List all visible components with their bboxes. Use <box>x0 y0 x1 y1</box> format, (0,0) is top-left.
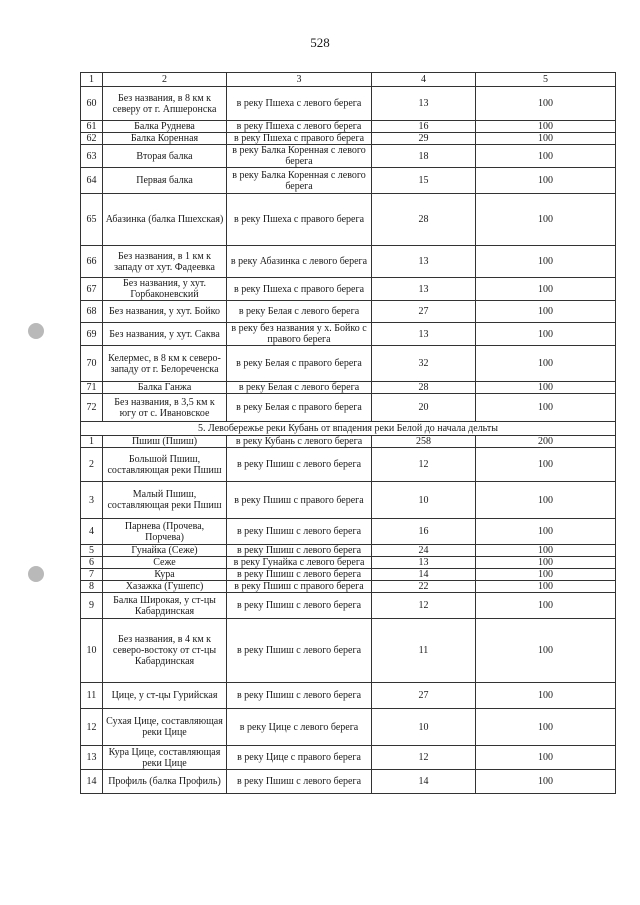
row-number: 1 <box>81 436 103 448</box>
water-body-name: Без названия, в 3,5 км к югу от с. Ивановское <box>103 394 227 422</box>
water-body-name: Сухая Цице, составляющая реки Цице <box>103 709 227 746</box>
row-number: 6 <box>81 557 103 569</box>
river-length: 18 <box>372 145 476 168</box>
water-body-name: Келермес, в 8 км к северо-западу от г. Белореченска <box>103 346 227 382</box>
protection-zone-width: 100 <box>476 593 616 619</box>
row-number: 7 <box>81 569 103 581</box>
water-body-name: Хазажка (Гушепс) <box>103 581 227 593</box>
protection-zone-width: 100 <box>476 569 616 581</box>
outflow-location: в реку Белая с левого берега <box>227 301 372 323</box>
protection-zone-width: 100 <box>476 581 616 593</box>
outflow-location: в реку Пшеха с правого берега <box>227 278 372 301</box>
table-row <box>81 593 616 619</box>
river-length: 13 <box>372 557 476 569</box>
outflow-location: в реку Пшеха с левого берега <box>227 87 372 121</box>
water-body-name: Сеже <box>103 557 227 569</box>
outflow-location: в реку Пшеха с левого берега <box>227 121 372 133</box>
page-number: 528 <box>310 35 330 50</box>
water-body-name: Без названия, у хут. Саква <box>103 323 227 346</box>
table-row <box>81 346 616 382</box>
river-length: 13 <box>372 323 476 346</box>
table-row <box>81 394 616 422</box>
river-length: 28 <box>372 194 476 246</box>
water-body-name: Без названия, в 8 км к северу от г. Апшеронска <box>103 87 227 121</box>
outflow-location: в реку Белая с правого берега <box>227 346 372 382</box>
water-body-name: Гунайка (Сеже) <box>103 545 227 557</box>
table-row <box>81 436 616 448</box>
table-row <box>81 519 616 545</box>
row-number: 5 <box>81 545 103 557</box>
row-number: 13 <box>81 746 103 770</box>
protection-zone-width: 100 <box>476 323 616 346</box>
outflow-location: в реку Абазинка с левого берега <box>227 246 372 278</box>
table-row <box>81 770 616 794</box>
row-number: 10 <box>81 619 103 683</box>
river-length: 10 <box>372 709 476 746</box>
water-body-name: Без названия, у хут. Горбаконевский <box>103 278 227 301</box>
protection-zone-width: 100 <box>476 87 616 121</box>
protection-zone-width: 100 <box>476 619 616 683</box>
outflow-location: в реку Пшиш с правого берега <box>227 482 372 519</box>
water-body-name: Большой Пшиш, составляющая реки Пшиш <box>103 448 227 482</box>
river-length: 12 <box>372 593 476 619</box>
river-length: 20 <box>372 394 476 422</box>
protection-zone-width: 100 <box>476 382 616 394</box>
table-row <box>81 382 616 394</box>
row-number: 12 <box>81 709 103 746</box>
table-row <box>81 278 616 301</box>
protection-zone-width: 100 <box>476 394 616 422</box>
row-number: 67 <box>81 278 103 301</box>
protection-zone-width: 100 <box>476 121 616 133</box>
protection-zone-width: 100 <box>476 168 616 194</box>
outflow-location: в реку Гунайка с левого берега <box>227 557 372 569</box>
row-number: 14 <box>81 770 103 794</box>
header-col-3: 3 <box>227 73 372 87</box>
section-title: 5. Левобережье реки Кубань от впадения реки Белой до начала дельты <box>81 422 616 436</box>
row-number: 60 <box>81 87 103 121</box>
water-body-name: Без названия, у хут. Бойко <box>103 301 227 323</box>
protection-zone-width: 100 <box>476 709 616 746</box>
outflow-location: в реку без названия у х. Бойко с правого берега <box>227 323 372 346</box>
table-row <box>81 709 616 746</box>
river-length: 15 <box>372 168 476 194</box>
row-number: 4 <box>81 519 103 545</box>
header-col-4: 4 <box>372 73 476 87</box>
table-row <box>81 746 616 770</box>
punch-hole-mark <box>28 323 44 339</box>
table-row <box>81 683 616 709</box>
row-number: 70 <box>81 346 103 382</box>
protection-zone-width: 100 <box>476 278 616 301</box>
table-row <box>81 87 616 121</box>
row-number: 68 <box>81 301 103 323</box>
table-header-row <box>81 73 616 87</box>
punch-hole-mark <box>28 566 44 582</box>
river-length: 16 <box>372 121 476 133</box>
water-body-name: Без названия, в 1 км к западу от хут. Фадеевка <box>103 246 227 278</box>
row-number: 63 <box>81 145 103 168</box>
outflow-location: в реку Пшеха с правого берега <box>227 194 372 246</box>
outflow-location: в реку Пшиш с левого берега <box>227 519 372 545</box>
water-body-name: Балка Руднева <box>103 121 227 133</box>
water-body-name: Первая балка <box>103 168 227 194</box>
table-row <box>81 301 616 323</box>
outflow-location: в реку Балка Коренная с левого берега <box>227 168 372 194</box>
river-length: 28 <box>372 382 476 394</box>
water-body-name: Абазинка (балка Пшехская) <box>103 194 227 246</box>
protection-zone-width: 100 <box>476 683 616 709</box>
row-number: 3 <box>81 482 103 519</box>
row-number: 66 <box>81 246 103 278</box>
protection-zone-width: 100 <box>476 770 616 794</box>
river-length: 13 <box>372 278 476 301</box>
row-number: 2 <box>81 448 103 482</box>
river-length: 24 <box>372 545 476 557</box>
table-row <box>81 145 616 168</box>
table-row <box>81 133 616 145</box>
water-body-name: Профиль (балка Профиль) <box>103 770 227 794</box>
water-body-name: Вторая балка <box>103 145 227 168</box>
outflow-location: в реку Белая с правого берега <box>227 394 372 422</box>
table-row <box>81 545 616 557</box>
water-body-name: Балка Коренная <box>103 133 227 145</box>
water-body-name: Цице, у ст-цы Гурийская <box>103 683 227 709</box>
protection-zone-width: 100 <box>476 246 616 278</box>
row-number: 62 <box>81 133 103 145</box>
river-length: 258 <box>372 436 476 448</box>
protection-zone-width: 100 <box>476 557 616 569</box>
outflow-location: в реку Пшиш с левого берега <box>227 683 372 709</box>
protection-zone-width: 100 <box>476 145 616 168</box>
water-body-name: Парнева (Прочева, Порчева) <box>103 519 227 545</box>
table-row <box>81 323 616 346</box>
protection-zone-width: 200 <box>476 436 616 448</box>
protection-zone-width: 100 <box>476 301 616 323</box>
header-col-1: 1 <box>81 73 103 87</box>
water-body-name: Малый Пшиш, составляющая реки Пшиш <box>103 482 227 519</box>
outflow-location: в реку Пшиш с левого берега <box>227 448 372 482</box>
table-row <box>81 246 616 278</box>
outflow-location: в реку Пшиш с левого берега <box>227 619 372 683</box>
row-number: 64 <box>81 168 103 194</box>
row-number: 71 <box>81 382 103 394</box>
outflow-location: в реку Цице с левого берега <box>227 709 372 746</box>
row-number: 8 <box>81 581 103 593</box>
outflow-location: в реку Пшиш с правого берега <box>227 581 372 593</box>
table-row <box>81 448 616 482</box>
protection-zone-width: 100 <box>476 194 616 246</box>
water-body-name: Пшиш (Пшиш) <box>103 436 227 448</box>
river-length: 14 <box>372 770 476 794</box>
river-length: 27 <box>372 301 476 323</box>
header-col-2: 2 <box>103 73 227 87</box>
water-body-name: Кура Цице, составляющая реки Цице <box>103 746 227 770</box>
water-body-name: Балка Ганжа <box>103 382 227 394</box>
outflow-location: в реку Белая с левого берега <box>227 382 372 394</box>
river-length: 13 <box>372 246 476 278</box>
row-number: 61 <box>81 121 103 133</box>
protection-zone-width: 100 <box>476 346 616 382</box>
table-row <box>81 168 616 194</box>
river-length: 12 <box>372 448 476 482</box>
outflow-location: в реку Балка Коренная с левого берега <box>227 145 372 168</box>
river-length: 14 <box>372 569 476 581</box>
table-row <box>81 194 616 246</box>
river-length: 10 <box>372 482 476 519</box>
river-length: 13 <box>372 87 476 121</box>
outflow-location: в реку Пшиш с левого берега <box>227 770 372 794</box>
river-length: 12 <box>372 746 476 770</box>
row-number: 9 <box>81 593 103 619</box>
table-row <box>81 121 616 133</box>
outflow-location: в реку Пшиш с левого берега <box>227 545 372 557</box>
river-length: 29 <box>372 133 476 145</box>
protection-zone-width: 100 <box>476 482 616 519</box>
row-number: 72 <box>81 394 103 422</box>
row-number: 65 <box>81 194 103 246</box>
water-body-name: Кура <box>103 569 227 581</box>
river-length: 16 <box>372 519 476 545</box>
river-length: 11 <box>372 619 476 683</box>
outflow-location: в реку Пшиш с левого берега <box>227 593 372 619</box>
row-number: 11 <box>81 683 103 709</box>
water-bodies-table <box>80 72 616 794</box>
row-number: 69 <box>81 323 103 346</box>
water-body-name: Без названия, в 4 км к северо-востоку от ст-цы Кабардинская <box>103 619 227 683</box>
protection-zone-width: 100 <box>476 519 616 545</box>
river-length: 27 <box>372 683 476 709</box>
outflow-location: в реку Цице с правого берега <box>227 746 372 770</box>
protection-zone-width: 100 <box>476 448 616 482</box>
section-row <box>81 422 616 436</box>
protection-zone-width: 100 <box>476 133 616 145</box>
table-row <box>81 569 616 581</box>
table-row <box>81 581 616 593</box>
protection-zone-width: 100 <box>476 746 616 770</box>
table-row <box>81 619 616 683</box>
header-col-5: 5 <box>476 73 616 87</box>
table-row <box>81 557 616 569</box>
water-body-name: Балка Широкая, у ст-цы Кабардинская <box>103 593 227 619</box>
river-length: 32 <box>372 346 476 382</box>
protection-zone-width: 100 <box>476 545 616 557</box>
outflow-location: в реку Пшиш с левого берега <box>227 569 372 581</box>
table-row <box>81 482 616 519</box>
outflow-location: в реку Кубань с левого берега <box>227 436 372 448</box>
river-length: 22 <box>372 581 476 593</box>
outflow-location: в реку Пшеха с правого берега <box>227 133 372 145</box>
